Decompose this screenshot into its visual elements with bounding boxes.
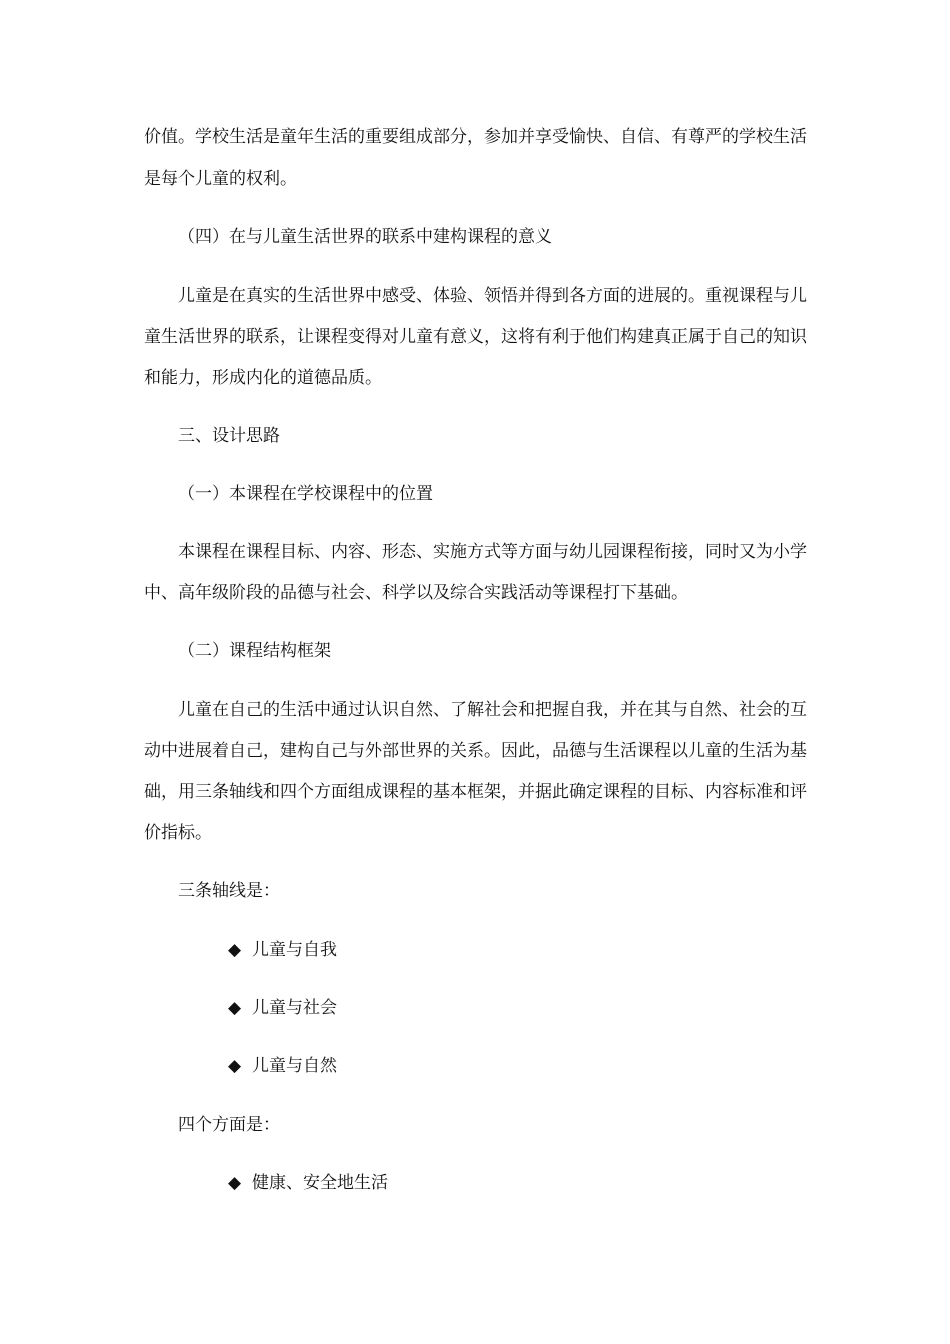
list-item (228, 996, 337, 1020)
paragraph-line: 和能力，形成内化的道德品质。 (144, 368, 382, 388)
section-heading: （一）本课程在学校课程中的位置 (178, 484, 433, 504)
section-heading: （二）课程结构框架 (178, 641, 331, 661)
paragraph-line: 童生活世界的联系，让课程变得对儿童有意义，这将有利于他们构建真正属于自己的知识 (144, 327, 807, 347)
diamond-bullet-icon: ◆ (228, 998, 242, 1018)
list-item-label: 儿童与自我 (252, 940, 337, 960)
list-heading: 三条轴线是： (178, 881, 280, 901)
paragraph-line: 动中进展着自己，建构自己与外部世界的关系。因此，品德与生活课程以儿童的生活为基 (144, 741, 807, 761)
diamond-bullet-icon: ◆ (228, 1173, 242, 1193)
section-heading: （四）在与儿童生活世界的联系中建构课程的意义 (178, 227, 552, 247)
paragraph-line: 价值。学校生活是童年生活的重要组成部分，参加并享受愉快、自信、有尊严的学校生活 (144, 127, 807, 147)
diamond-bullet-icon: ◆ (228, 1056, 242, 1076)
diamond-bullet-icon: ◆ (228, 940, 242, 960)
paragraph-line: 价指标。 (144, 823, 212, 843)
paragraph-line: 础，用三条轴线和四个方面组成课程的基本框架，并据此确定课程的目标、内容标准和评 (144, 782, 807, 802)
list-item (228, 1054, 337, 1078)
paragraph-line: 本课程在课程目标、内容、形态、实施方式等方面与幼儿园课程衔接，同时又为小学 (178, 542, 807, 562)
paragraph-line: 是每个儿童的权利。 (144, 169, 297, 189)
list-item-label: 儿童与社会 (252, 998, 337, 1018)
list-heading: 四个方面是： (178, 1115, 280, 1135)
list-item-label: 儿童与自然 (252, 1056, 337, 1076)
list-item (228, 1171, 388, 1195)
paragraph-line: 中、高年级阶段的品德与社会、科学以及综合实践活动等课程打下基础。 (144, 583, 688, 603)
paragraph-line: 儿童是在真实的生活世界中感受、体验、领悟并得到各方面的进展的。重视课程与儿 (178, 286, 807, 306)
paragraph-line: 儿童在自己的生活中通过认识自然、了解社会和把握自我，并在其与自然、社会的互 (178, 700, 807, 720)
section-heading: 三、设计思路 (178, 426, 280, 446)
list-item-label: 健康、安全地生活 (252, 1173, 388, 1193)
list-item (228, 938, 337, 962)
